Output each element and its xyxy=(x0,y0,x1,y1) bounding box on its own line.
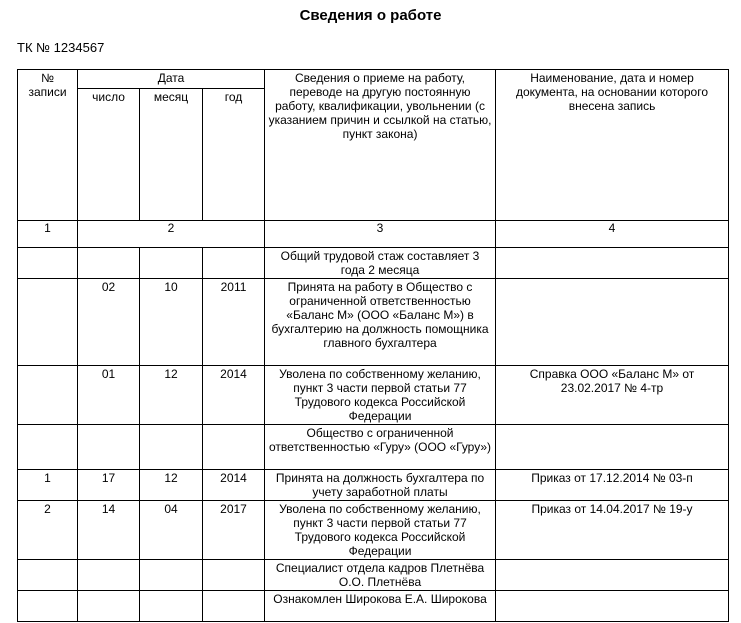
page-title: Сведения о работе xyxy=(299,7,442,24)
column-number: 4 xyxy=(496,221,729,248)
header-info: Сведения о приеме на работу, переводе на другую постоянную работу, квалификации, увольнении (с указанием причин и ссылкой на статью, пункт закона) xyxy=(265,70,496,221)
cell-document xyxy=(496,279,729,366)
table-row xyxy=(18,470,729,501)
cell-info: Ознакомлен Широкова Е.А. Широкова xyxy=(265,591,496,622)
column-number: 1 xyxy=(18,221,78,248)
cell-info: Уволена по собственному желанию, пункт 3 части первой статьи 77 Трудового кодекса Российской Федерации xyxy=(265,501,496,560)
cell-info: Уволена по собственному желанию, пункт 3 части первой статьи 77 Трудового кодекса Российской Федерации xyxy=(265,366,496,425)
column-numbers-row xyxy=(18,221,729,248)
cell-year: 2014 xyxy=(203,366,265,425)
cell-document xyxy=(496,560,729,591)
table-row xyxy=(18,425,729,470)
table-row xyxy=(18,366,729,425)
cell-document xyxy=(496,425,729,470)
table-row xyxy=(18,560,729,591)
cell-year: 2011 xyxy=(203,279,265,366)
cell-info: Принята на должность бухгалтера по учету заработной платы xyxy=(265,470,496,501)
column-number: 3 xyxy=(265,221,496,248)
cell-year xyxy=(203,591,265,622)
column-number: 2 xyxy=(78,221,265,248)
cell-document xyxy=(496,248,729,279)
cell-info: Общество с ограниченной ответственностью «Гуру» (ООО «Гуру») xyxy=(265,425,496,470)
header-document: Наименование, дата и номер документа, на основании которого внесена запись xyxy=(496,70,729,221)
table-row xyxy=(18,501,729,560)
cell-record-no xyxy=(18,591,78,622)
cell-document: Справка ООО «Баланс М» от 23.02.2017 № 4-тр xyxy=(496,366,729,425)
cell-year xyxy=(203,560,265,591)
header-year: год xyxy=(203,88,265,220)
cell-month xyxy=(140,425,203,470)
header-record-no: № записи xyxy=(18,70,78,221)
table-row xyxy=(18,591,729,622)
cell-day xyxy=(78,560,140,591)
cell-month: 04 xyxy=(140,501,203,560)
cell-month xyxy=(140,591,203,622)
cell-record-no xyxy=(18,366,78,425)
cell-year xyxy=(203,248,265,279)
cell-record-no: 2 xyxy=(18,501,78,560)
cell-day xyxy=(78,591,140,622)
cell-day: 17 xyxy=(78,470,140,501)
employment-records-table xyxy=(17,69,729,622)
cell-month xyxy=(140,248,203,279)
cell-month xyxy=(140,560,203,591)
cell-document: Приказ от 17.12.2014 № 03-п xyxy=(496,470,729,501)
header-row xyxy=(18,70,729,89)
cell-record-no xyxy=(18,248,78,279)
cell-document: Приказ от 14.04.2017 № 19-у xyxy=(496,501,729,560)
cell-year: 2017 xyxy=(203,501,265,560)
cell-day: 02 xyxy=(78,279,140,366)
cell-record-no xyxy=(18,560,78,591)
cell-year: 2014 xyxy=(203,470,265,501)
cell-month: 12 xyxy=(140,366,203,425)
cell-record-no xyxy=(18,425,78,470)
cell-day xyxy=(78,425,140,470)
header-day: число xyxy=(78,88,140,220)
cell-year xyxy=(203,425,265,470)
cell-info: Специалист отдела кадров Плетнёва О.О. Плетнёва xyxy=(265,560,496,591)
cell-day xyxy=(78,248,140,279)
cell-record-no xyxy=(18,279,78,366)
cell-month: 12 xyxy=(140,470,203,501)
cell-document xyxy=(496,591,729,622)
table-row xyxy=(18,279,729,366)
cell-month: 10 xyxy=(140,279,203,366)
tk-number: ТК № 1234567 xyxy=(17,40,105,55)
header-date: Дата xyxy=(78,70,265,89)
cell-info: Принята на работу в Общество с ограниченной ответственностью «Баланс М» (ООО «Баланс М») в бухгалтерию на должность помощника главного бухгалтера xyxy=(265,279,496,366)
table-row xyxy=(18,248,729,279)
cell-day: 01 xyxy=(78,366,140,425)
cell-day: 14 xyxy=(78,501,140,560)
cell-record-no: 1 xyxy=(18,470,78,501)
header-month: месяц xyxy=(140,88,203,220)
cell-info: Общий трудовой стаж составляет 3 года 2 месяца xyxy=(265,248,496,279)
